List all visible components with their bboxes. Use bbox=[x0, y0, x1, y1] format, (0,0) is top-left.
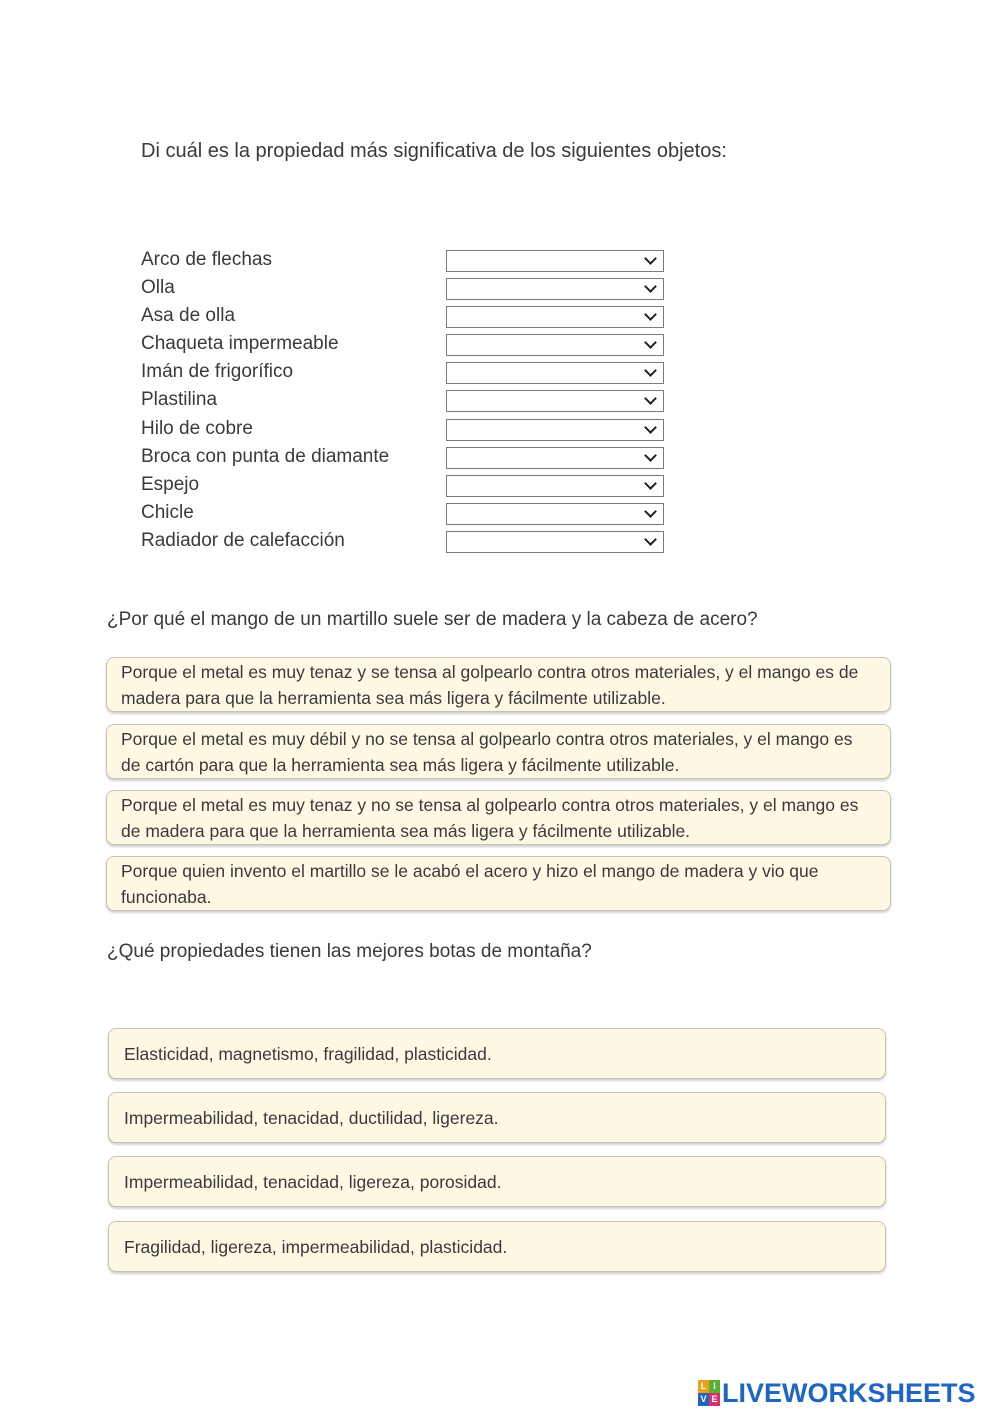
match-label: Imán de frigorífico bbox=[141, 361, 294, 383]
brand-text: LIVEWORKSHEETS bbox=[722, 1377, 976, 1408]
answer-option[interactable] bbox=[108, 1156, 886, 1207]
match-label: Espejo bbox=[141, 473, 200, 495]
brand-logo-icon bbox=[698, 1380, 720, 1406]
chevron-down-icon bbox=[644, 505, 657, 518]
answer-option-text: Fragilidad, ligereza, impermeabilidad, plasticidad. bbox=[124, 1236, 508, 1257]
answer-option-text: Porque el metal es muy tenaz y se tensa al golpearlo contra otros materiales, y el mango es de madera para que la herramienta sea más ligera y fácilmente utilizable. bbox=[121, 661, 859, 708]
answer-dropdown[interactable] bbox=[446, 390, 664, 412]
match-row bbox=[141, 304, 681, 332]
match-label: Radiador de calefacción bbox=[141, 529, 345, 551]
chevron-down-icon bbox=[644, 393, 657, 406]
answer-option-text: Porque el metal es muy débil y no se tensa al golpearlo contra otros materiales, y el mango es de cartón para que la herramienta sea más ligera y fácilmente utilizable. bbox=[121, 728, 853, 775]
match-label: Chaqueta impermeable bbox=[141, 333, 339, 355]
liveworksheets-logo bbox=[698, 1378, 976, 1408]
answer-dropdown[interactable] bbox=[446, 250, 664, 272]
answer-option[interactable] bbox=[106, 657, 891, 712]
answer-dropdown[interactable] bbox=[446, 334, 664, 356]
answer-dropdown[interactable] bbox=[446, 278, 664, 300]
match-label: Arco de flechas bbox=[141, 249, 272, 270]
match-row bbox=[141, 360, 681, 388]
answer-dropdown[interactable] bbox=[446, 306, 664, 328]
match-label: Olla bbox=[141, 277, 175, 299]
answer-dropdown[interactable] bbox=[446, 475, 664, 497]
answer-dropdown[interactable] bbox=[446, 503, 664, 525]
match-row bbox=[141, 332, 681, 360]
answer-option-text: Impermeabilidad, tenacidad, ligereza, porosidad. bbox=[124, 1171, 502, 1192]
chevron-down-icon bbox=[644, 308, 657, 321]
chevron-down-icon bbox=[644, 365, 657, 378]
answer-dropdown[interactable] bbox=[446, 447, 664, 469]
answer-option-text: Porque el metal es muy tenaz y no se tensa al golpearlo contra otros materiales, y el mango es de madera para que la herramienta sea más ligera y fácilmente utilizable. bbox=[121, 794, 859, 841]
answer-option[interactable] bbox=[108, 1028, 886, 1079]
match-label: Hilo de cobre bbox=[141, 417, 253, 439]
match-row bbox=[141, 417, 681, 445]
answer-dropdown[interactable] bbox=[446, 419, 664, 441]
match-list bbox=[141, 248, 681, 557]
logo-letter: V bbox=[698, 1393, 709, 1406]
match-row bbox=[141, 388, 681, 416]
chevron-down-icon bbox=[644, 477, 657, 490]
chevron-down-icon bbox=[644, 280, 657, 293]
answer-option[interactable] bbox=[106, 724, 891, 779]
answer-option[interactable] bbox=[108, 1092, 886, 1143]
answer-dropdown[interactable] bbox=[446, 362, 664, 384]
answer-dropdown[interactable] bbox=[446, 531, 664, 553]
answer-option-text: Elasticidad, magnetismo, fragilidad, plasticidad. bbox=[124, 1043, 492, 1064]
match-row bbox=[141, 501, 681, 529]
question-hammer: ¿Por qué el mango de un martillo suele ser de madera y la cabeza de acero? bbox=[107, 609, 758, 630]
match-row bbox=[141, 445, 681, 473]
chevron-down-icon bbox=[644, 336, 657, 349]
logo-letter: L bbox=[698, 1380, 709, 1393]
match-row bbox=[141, 248, 681, 276]
chevron-down-icon bbox=[644, 252, 657, 265]
answer-option[interactable] bbox=[106, 790, 891, 845]
instruction-text: Di cuál es la propiedad más significativa de los siguientes objetos: bbox=[141, 140, 727, 162]
chevron-down-icon bbox=[644, 421, 657, 434]
match-label: Chicle bbox=[141, 501, 194, 523]
match-row bbox=[141, 529, 681, 557]
chevron-down-icon bbox=[644, 449, 657, 462]
answer-option-text: Impermeabilidad, tenacidad, ductilidad, ligereza. bbox=[124, 1107, 499, 1128]
logo-letter: I bbox=[709, 1380, 720, 1393]
answer-option[interactable] bbox=[108, 1221, 886, 1272]
match-label: Plastilina bbox=[141, 389, 218, 411]
answer-option-text: Porque quien invento el martillo se le acabó el acero y hizo el mango de madera y vio que funcionaba. bbox=[121, 860, 819, 907]
logo-letter: E bbox=[709, 1393, 720, 1406]
question-boots: ¿Qué propiedades tienen las mejores botas de montaña? bbox=[107, 941, 592, 962]
match-label: Broca con punta de diamante bbox=[141, 445, 390, 467]
answer-option[interactable] bbox=[106, 856, 891, 911]
match-row bbox=[141, 276, 681, 304]
match-row bbox=[141, 473, 681, 501]
match-label: Asa de olla bbox=[141, 305, 236, 327]
chevron-down-icon bbox=[644, 533, 657, 546]
